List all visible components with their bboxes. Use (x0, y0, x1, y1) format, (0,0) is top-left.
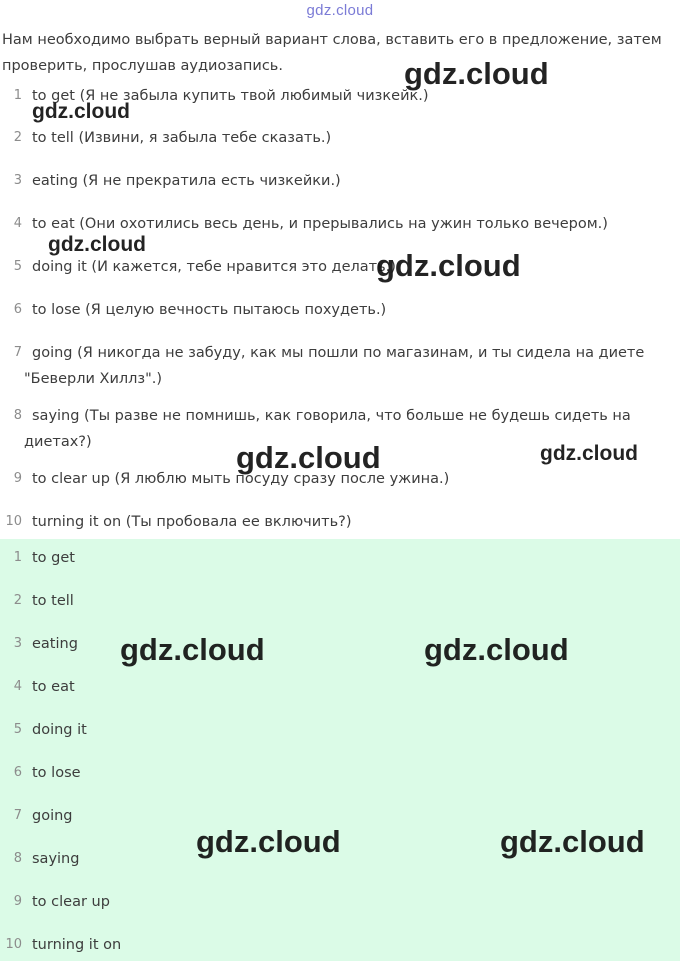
item-number: 4 (13, 216, 22, 231)
task-description-line-1: Нам необходимо выбрать верный вариант слова, вставить его в предложение, затем (2, 32, 662, 48)
item-text: to eat (32, 679, 75, 695)
item-number: 8 (13, 408, 22, 423)
item-text: turning it on (Ты пробовала ее включить?) (32, 514, 352, 530)
item-text: to lose (Я целую вечность пытаюсь похудеть.) (32, 302, 387, 318)
item-number: 1 (13, 88, 22, 103)
watermark: gdz.cloud (540, 442, 638, 465)
watermark: gdz.cloud (376, 248, 521, 283)
item-text: doing it (32, 722, 87, 738)
watermark: gdz.cloud (236, 440, 381, 475)
watermark: gdz.cloud (500, 824, 645, 859)
item-number: 5 (13, 722, 22, 737)
item-text: saying (32, 851, 80, 867)
item-number: 7 (13, 808, 22, 823)
task-description-line-2: проверить, прослушав аудиозапись. (2, 58, 283, 74)
item-number: 4 (13, 679, 22, 694)
item-number: 5 (13, 259, 22, 274)
item-number: 1 (13, 550, 22, 565)
watermark: gdz.cloud (120, 632, 265, 667)
item-text-line-1: going (Я никогда не забуду, как мы пошли по магазинам, и ты сидела на диете (32, 345, 645, 361)
item-text: to tell (32, 593, 74, 609)
item-text: to get (32, 550, 75, 566)
item-text: turning it on (32, 937, 122, 953)
item-text-line-2: "Беверли Хиллз".) (24, 371, 163, 387)
item-text: to tell (Извини, я забыла тебе сказать.) (32, 130, 332, 146)
watermark: gdz.cloud (424, 632, 569, 667)
item-number: 2 (13, 130, 22, 145)
item-text-line-2: диетах?) (24, 434, 92, 450)
item-text: going (32, 808, 73, 824)
item-number: 10 (5, 937, 22, 952)
site-brand: gdz.cloud (306, 2, 374, 19)
item-number: 3 (13, 636, 22, 651)
item-number: 9 (13, 471, 22, 486)
watermark: gdz.cloud (404, 56, 549, 91)
item-text: eating (32, 636, 78, 652)
item-text: doing it (И кажется, тебе нравится это делать.) (32, 259, 396, 275)
watermark: gdz.cloud (48, 233, 146, 256)
watermark: gdz.cloud (196, 824, 341, 859)
item-number: 9 (13, 894, 22, 909)
item-number: 6 (13, 302, 22, 317)
item-text: to clear up (32, 894, 110, 910)
item-number: 8 (13, 851, 22, 866)
item-number: 2 (13, 593, 22, 608)
item-number: 6 (13, 765, 22, 780)
item-text: eating (Я не прекратила есть чизкейки.) (32, 173, 341, 189)
item-text: to get (Я не забыла купить твой любимый чизкейк.) (32, 88, 429, 104)
watermark: gdz.cloud (32, 100, 130, 123)
item-number: 10 (5, 514, 22, 529)
item-text: to lose (32, 765, 81, 781)
item-number: 3 (13, 173, 22, 188)
item-text: to clear up (Я люблю мыть посуду сразу после ужина.) (32, 471, 450, 487)
item-text: to eat (Они охотились весь день, и прерывались на ужин только вечером.) (32, 216, 608, 232)
item-text-line-1: saying (Ты разве не помнишь, как говорила, что больше не будешь сидеть на (32, 408, 631, 424)
item-number: 7 (13, 345, 22, 360)
item-text (24, 340, 652, 392)
task-description (2, 27, 672, 79)
